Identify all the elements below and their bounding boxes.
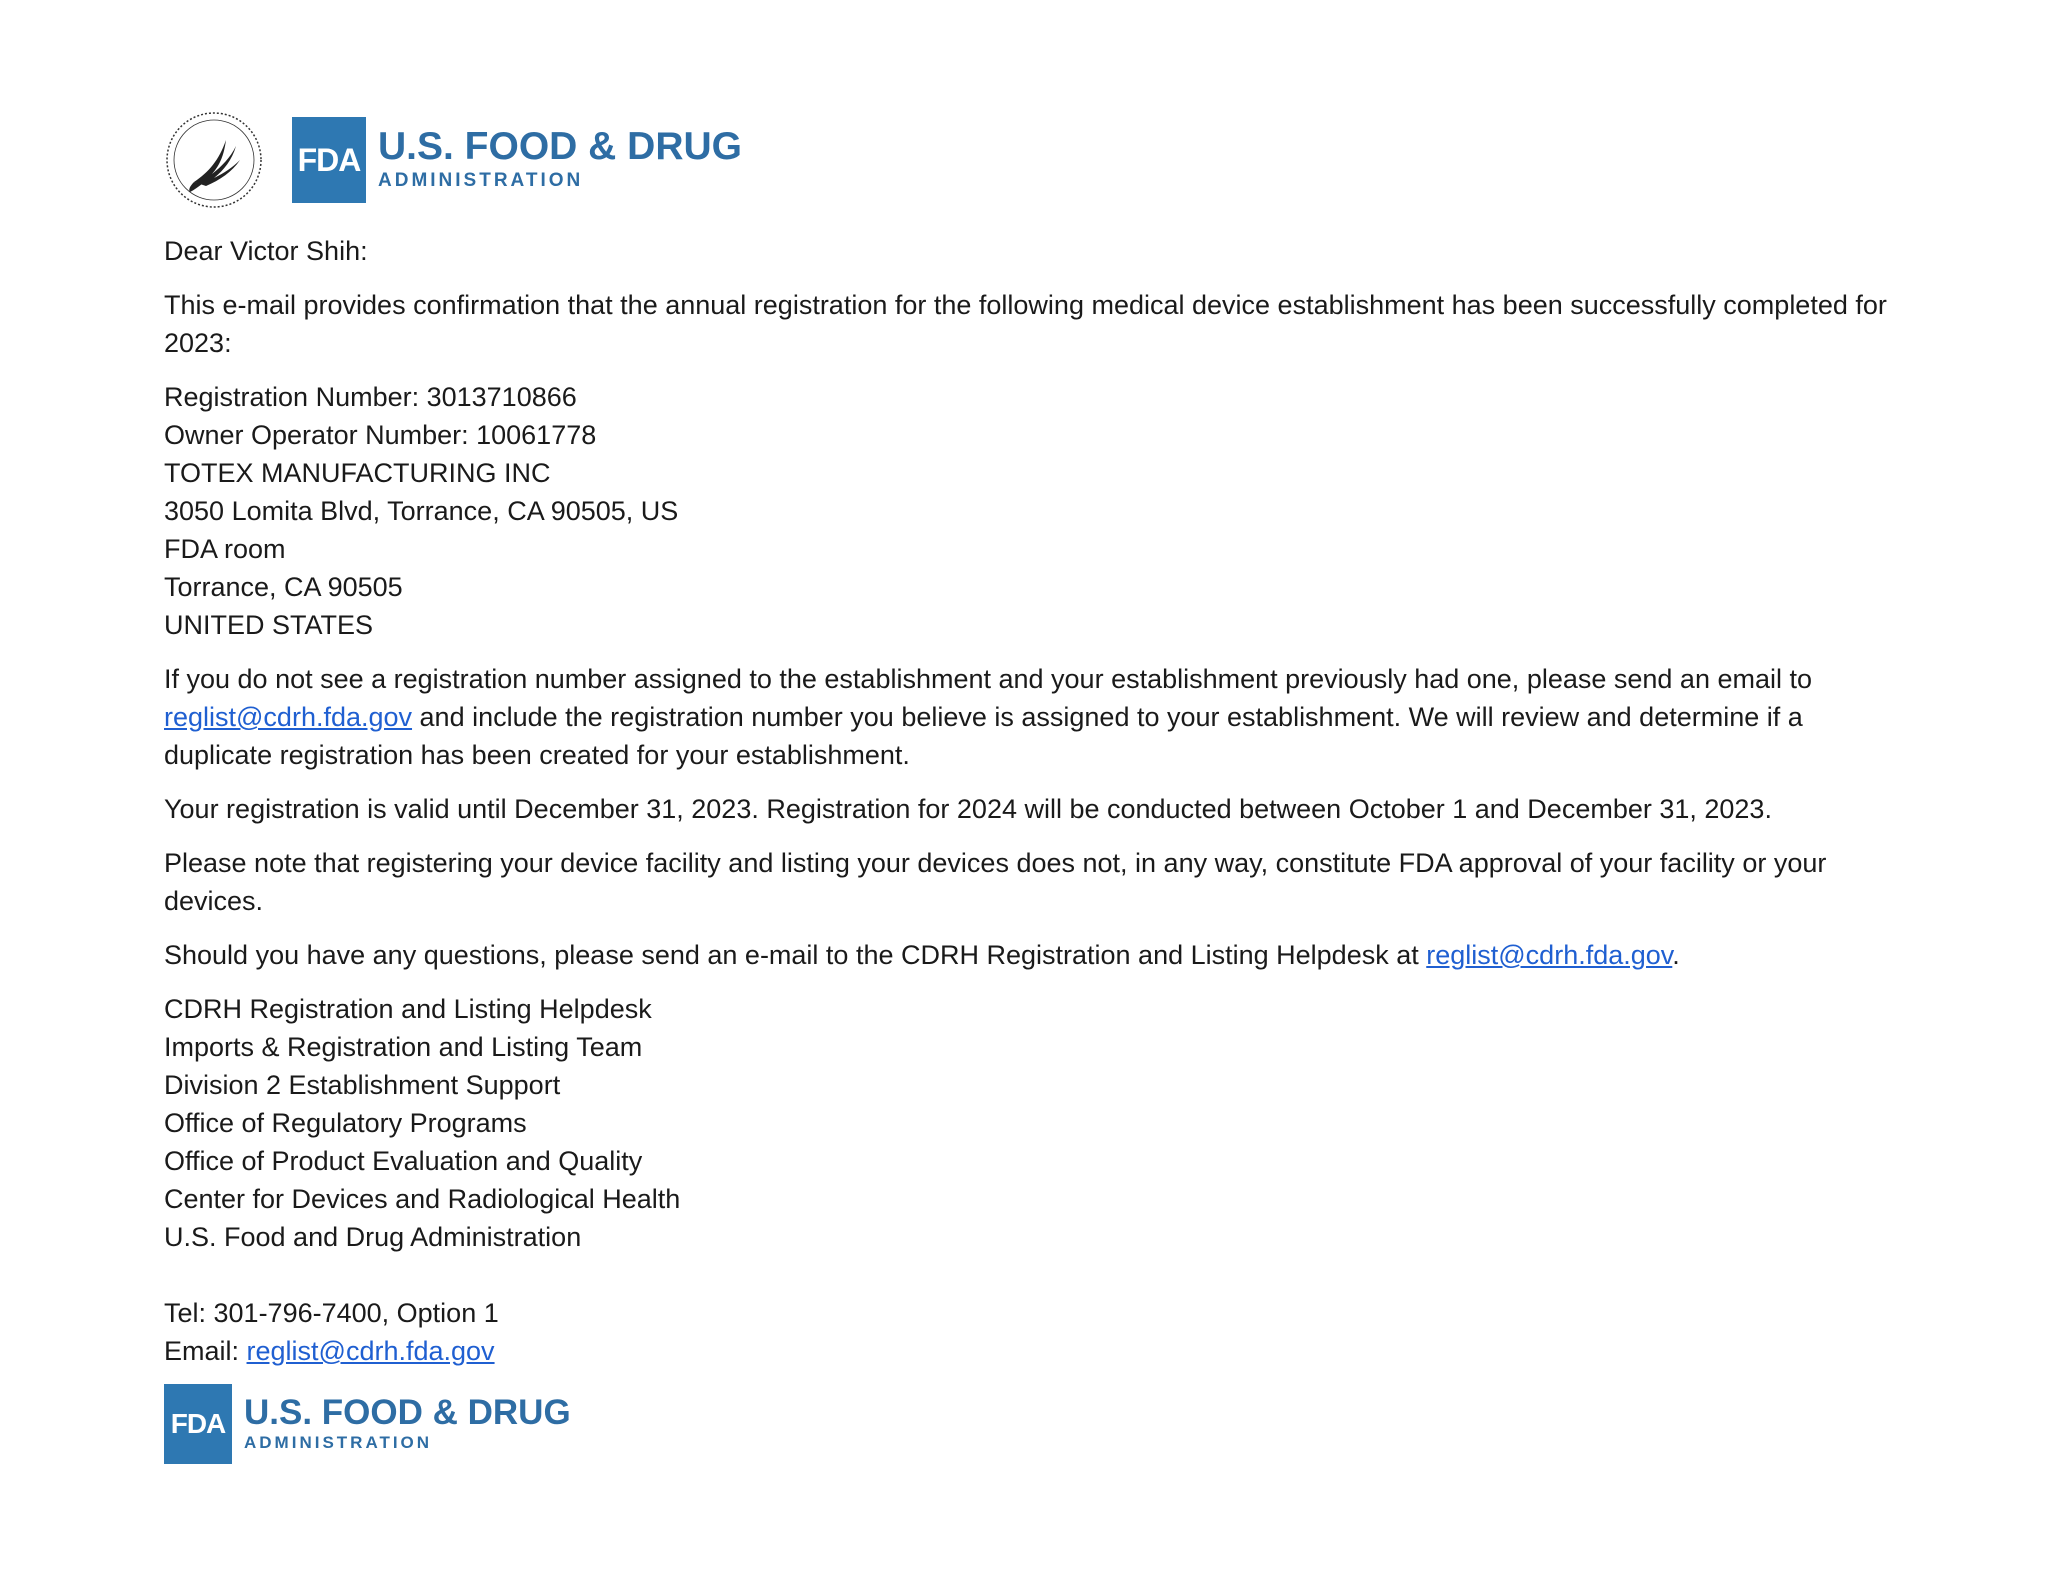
- signature-line: Imports & Registration and Listing Team: [164, 1032, 643, 1062]
- disclaimer-paragraph: Please note that registering your device facility and listing your devices does not, in any way, constitute FDA approval of your facility or your devices.: [164, 848, 1827, 916]
- questions-paragraph: Should you have any questions, please send an e-mail to the CDRH Registration and Listing Helpdesk at reglist@cdrh.fda.gov.: [164, 940, 1680, 970]
- fda-logo-box: FDA: [292, 117, 366, 203]
- establishment-details: [164, 378, 1904, 644]
- fda-logo-box: FDA: [164, 1384, 232, 1464]
- signature-line: Center for Devices and Radiological Health: [164, 1184, 681, 1214]
- contact-email: Email: reglist@cdrh.fda.gov: [164, 1336, 495, 1366]
- fda-logo-title: U.S. FOOD & DRUG: [378, 125, 743, 169]
- address-line: 3050 Lomita Blvd, Torrance, CA 90505, US: [164, 496, 679, 526]
- missing-registration-paragraph: If you do not see a registration number assigned to the establishment and your establishment previously had one, please send an email to reglist@cdrh.fda.gov and include the registration number you believe is assigned to your establishment. We will review and determine if a duplicate registration has been created for your establishment.: [164, 664, 1813, 770]
- hhs-seal-icon: [164, 110, 264, 210]
- fda-logo-subtitle: ADMINISTRATION: [378, 170, 584, 192]
- address-country: UNITED STATES: [164, 610, 374, 640]
- signature-line: Division 2 Establishment Support: [164, 1070, 561, 1100]
- intro-paragraph: This e-mail provides confirmation that the annual registration for the following medical device establishment has been successfully completed for 2023:: [164, 290, 1887, 358]
- registration-number: Registration Number: 3013710866: [164, 382, 577, 412]
- fda-footer-logo: [164, 1384, 1904, 1464]
- signature-block: [164, 990, 1904, 1370]
- letter-page: [164, 110, 1904, 1464]
- contact-tel: Tel: 301-796-7400, Option 1: [164, 1298, 499, 1328]
- helpdesk-email-link[interactable]: reglist@cdrh.fda.gov: [1426, 940, 1673, 970]
- company-name: TOTEX MANUFACTURING INC: [164, 458, 551, 488]
- owner-operator-number: Owner Operator Number: 10061778: [164, 420, 597, 450]
- signature-line: Office of Regulatory Programs: [164, 1108, 527, 1138]
- signature-line: U.S. Food and Drug Administration: [164, 1222, 582, 1252]
- header-logos: [164, 110, 1904, 210]
- greeting: Dear Victor Shih:: [164, 236, 368, 266]
- fda-header-logo: [292, 117, 742, 203]
- signature-line: Office of Product Evaluation and Quality: [164, 1146, 643, 1176]
- fda-logo-subtitle: ADMINISTRATION: [244, 1432, 433, 1452]
- fda-logo-title: U.S. FOOD & DRUG: [244, 1392, 571, 1432]
- reglist-email-link[interactable]: reglist@cdrh.fda.gov: [164, 702, 413, 732]
- signature-line: CDRH Registration and Listing Helpdesk: [164, 994, 652, 1024]
- address-room: FDA room: [164, 534, 286, 564]
- contact-email-link[interactable]: reglist@cdrh.fda.gov: [246, 1336, 495, 1366]
- validity-paragraph: Your registration is valid until December 31, 2023. Registration for 2024 will be conducted between October 1 and December 31, 2023.: [164, 794, 1772, 824]
- address-city: Torrance, CA 90505: [164, 572, 403, 602]
